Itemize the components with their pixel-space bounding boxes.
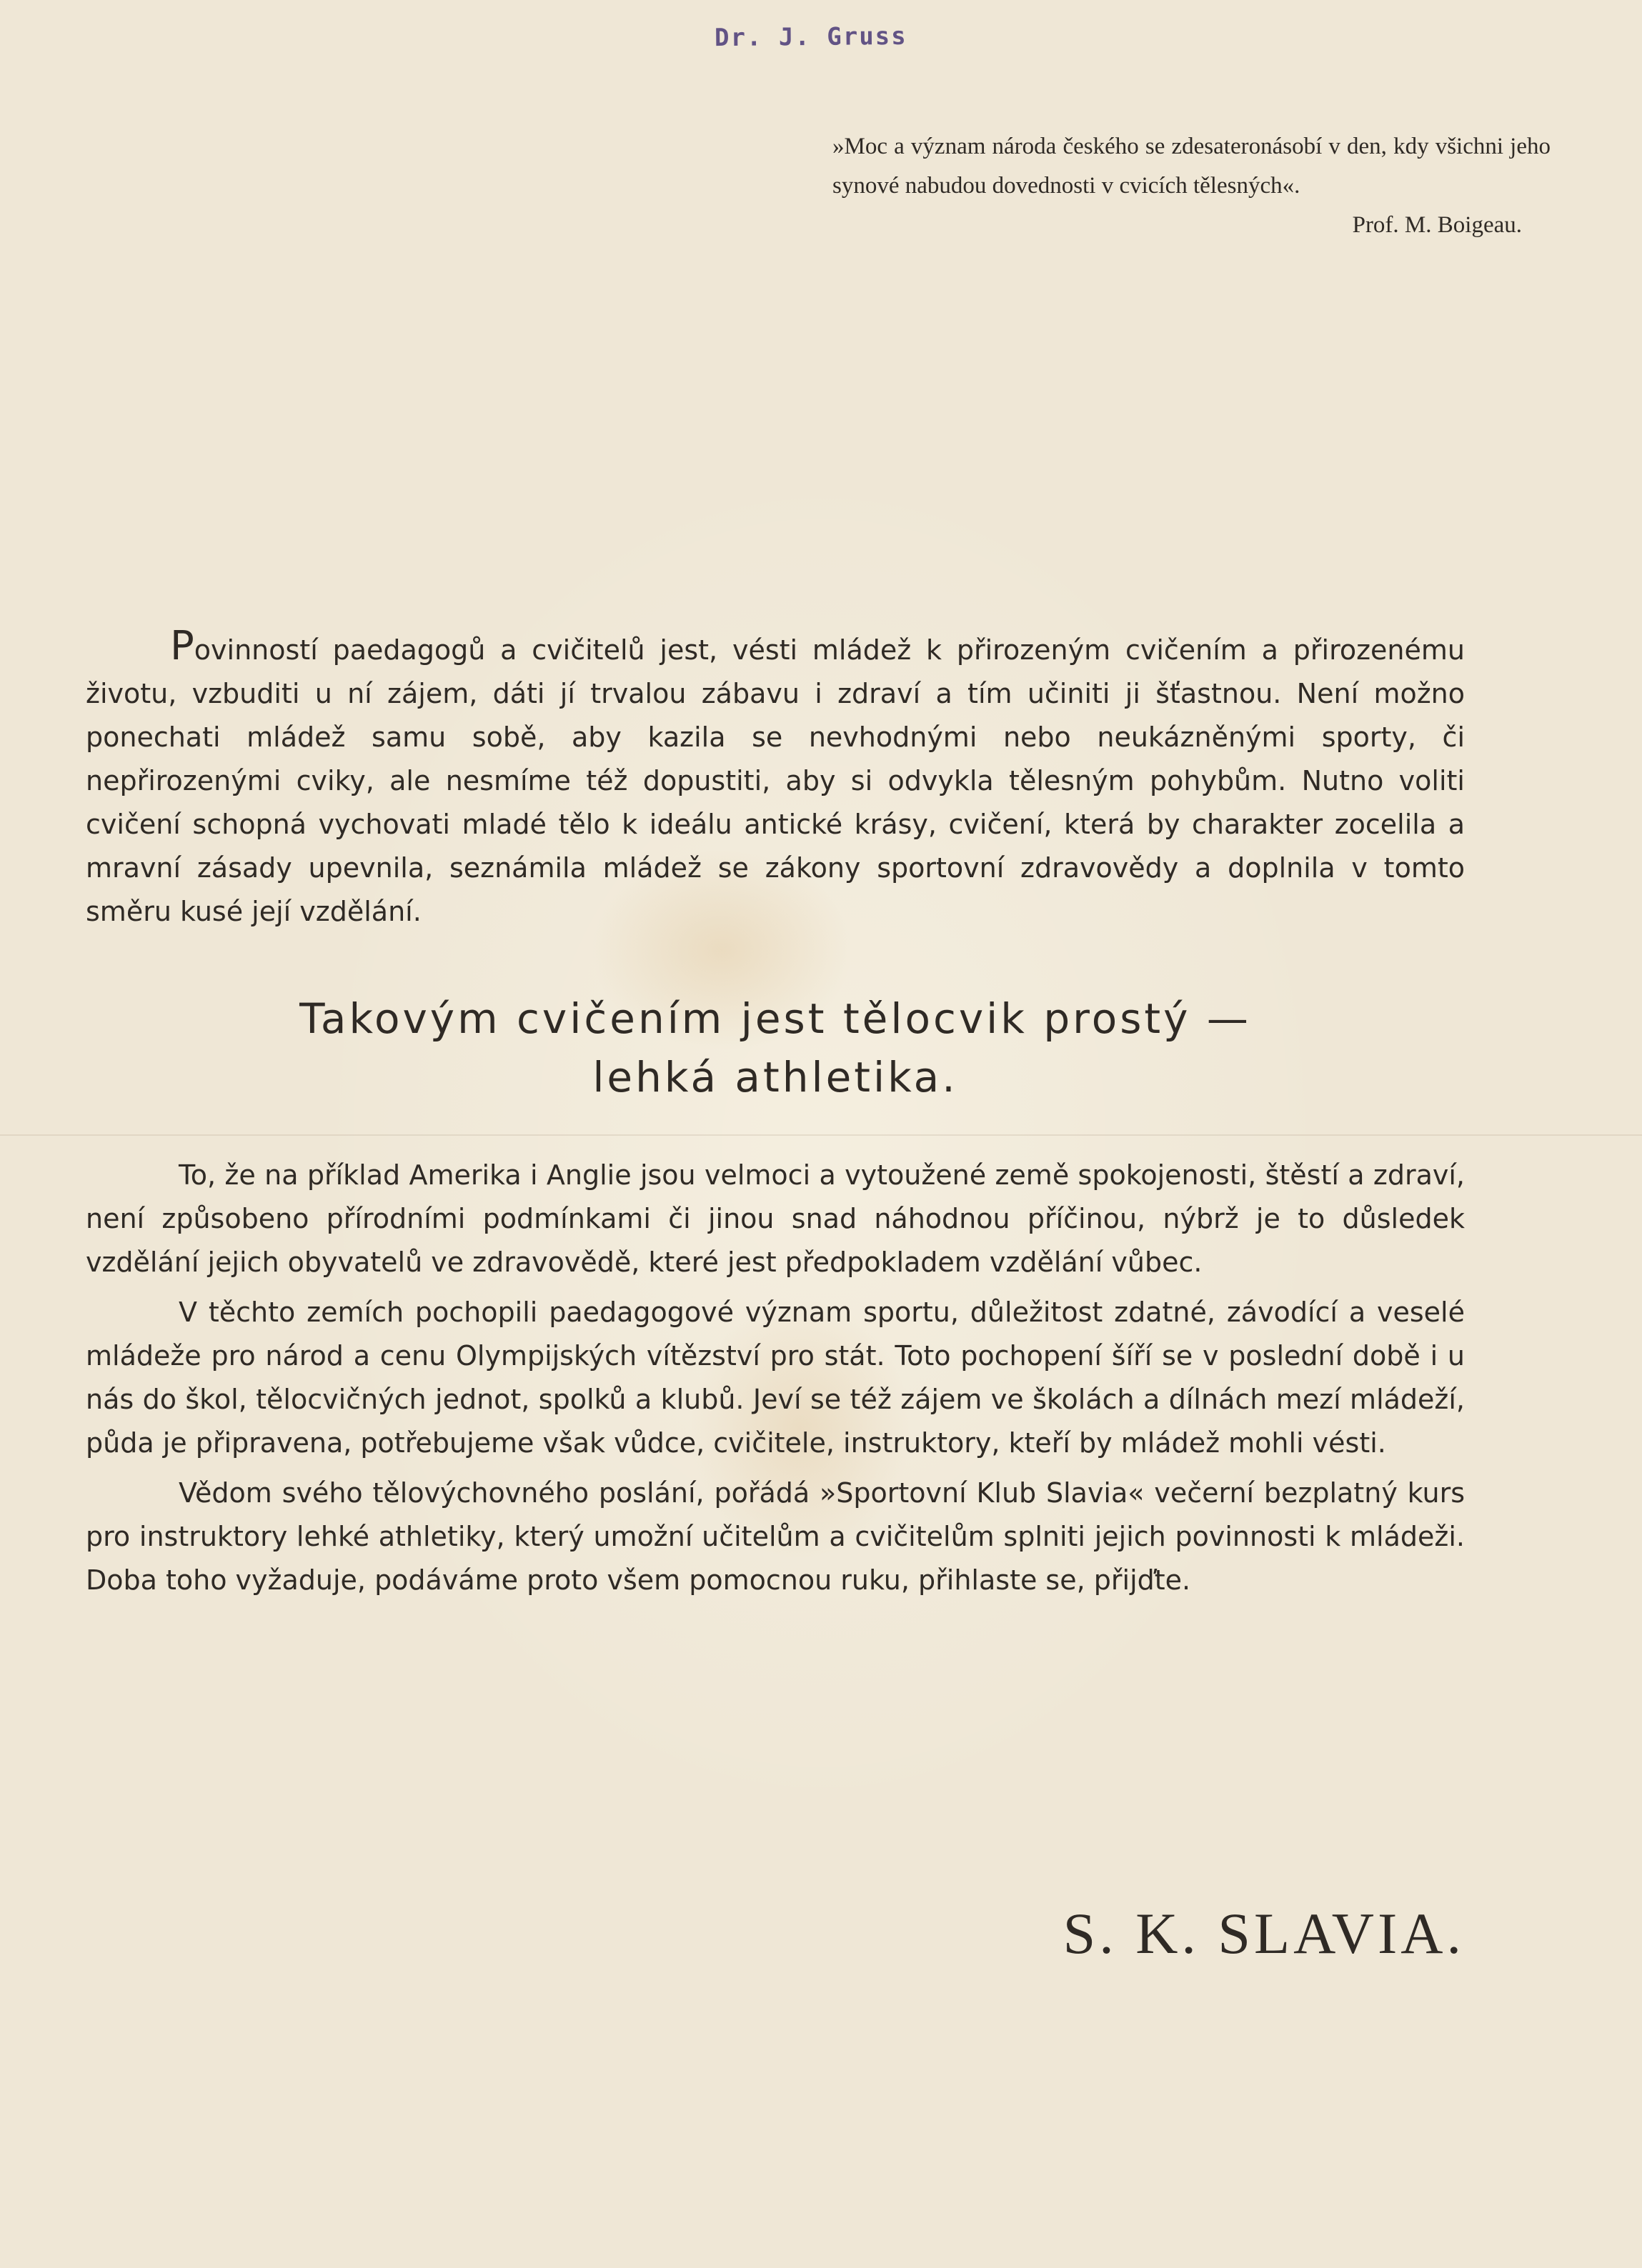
owner-stamp: Dr. J. Gruss	[714, 21, 907, 53]
heading-line-2: lehká athletika.	[592, 1053, 958, 1101]
heading-line-1: Takovým cvičením jest tělocvik prostý —	[299, 994, 1251, 1043]
paper-fold-line	[0, 1134, 1642, 1136]
epigraph-author: Prof. M. Boigeau.	[1352, 212, 1522, 238]
epigraph	[832, 127, 1551, 245]
epigraph-quote: »Moc a význam národa českého se zdesateronásobí v den, kdy všichni jeho synové nabudou dovednosti v cvicích tělesných«.	[832, 134, 1551, 199]
intro-paragraph	[86, 623, 1465, 934]
body-text	[86, 1154, 1465, 1609]
body-paragraph: Vědom svého tělovýchovného poslání, pořádá »Sportovní Klub Slavia« večerní bezplatný kurs pro instruktory lehké athletiky, který umožní učitelům a cvičitelům splniti jejich povinnosti k mládeži. Doba toho vyžaduje, podáváme proto všem pomocnou ruku, přihlaste se, přijďte.	[86, 1477, 1465, 1596]
intro-text: ovinností paedagogů a cvičitelů jest, vésti mládež k přirozeným cvičením a přirozenému životu, vzbuditi u ní zájem, dáti jí trvalou zábavu i zdraví a tím učiniti ji šťastnou. Není možno ponechati mládež samu sobě, aby kazila se nevhodnými nebo neukázněnými sporty, či nepřirozenými cviky, ale nesmíme též dopustiti, aby si odvykla tělesným pohybům. Nutno voliti cvičení schopná vychovati mladé tělo k ideálu antické krásy, cvičení, která by charakter zocelila a mravní zásady upevnila, seznámila mládež se zákony sportovní zdravovědy a doplnila v tomto směru kusé její vzdělání.	[86, 634, 1465, 927]
section-heading	[86, 989, 1465, 1106]
signature: S. K. SLAVIA.	[1063, 1901, 1465, 1966]
body-paragraph: V těchto zemích pochopili paedagogové význam sportu, důležitost zdatné, závodící a veselé mládeže pro národ a cenu Olympijských vítězství pro stát. Toto pochopení šíří se v poslední době i u nás do škol, tělocvičných jednot, spolků a klubů. Jeví se též zájem ve školách a dílnách mezí mládeží, půda je připravena, potřebujeme však vůdce, cvičitele, instruktory, kteří by mládež mohli vésti.	[86, 1297, 1465, 1459]
body-paragraph: To, že na příklad Amerika i Anglie jsou velmoci a vytoužené země spokojenosti, štěstí a zdraví, není způsobeno přírodními podmínkami či jinou snad náhodnou příčinou, nýbrž je to důsledek vzdělání jejich obyvatelů ve zdravovědě, které jest předpokladem vzdělání vůbec.	[86, 1159, 1465, 1278]
intro-dropcap: P	[170, 623, 194, 669]
